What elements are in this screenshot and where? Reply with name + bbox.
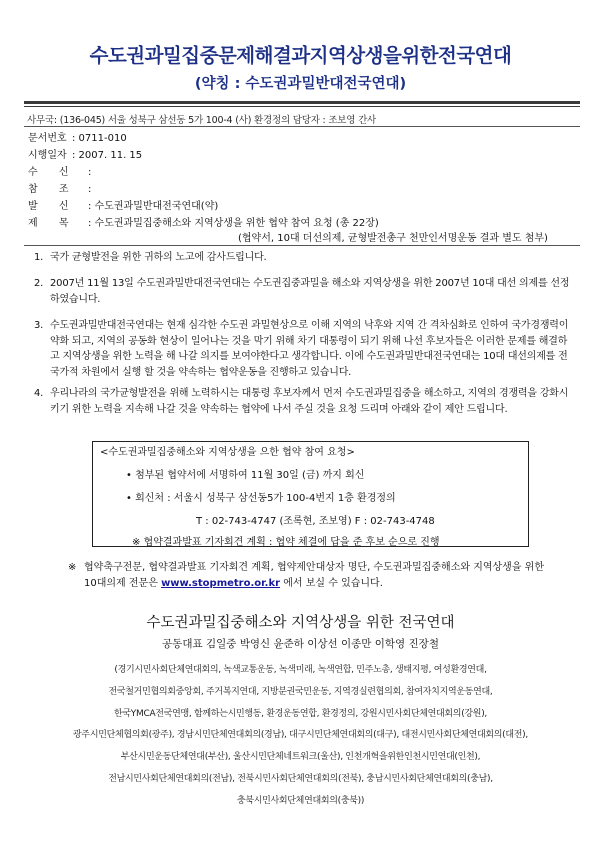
member-organizations	[40, 660, 561, 813]
letterhead-subtitle: (약칭 : 수도권과밀반대전국연대)	[194, 76, 407, 92]
member-line: 전국철거민협의회중앙회, 주거복지연대, 지방분권국민운동, 지역경실련협의회, 참여자치지역운동연대,	[108, 686, 493, 697]
header-rule-thin	[24, 106, 580, 107]
member-line: 광주시민단체협의회(광주), 경남시민단체연대회의(경남), 대구시민단체연대회의(대구), 대전시민사회단체연대회의(대전),	[73, 730, 528, 741]
subject-value: : 수도권과밀집중해소와 지역상생을 위한 협약 참여 요청 (총 22장)	[88, 218, 379, 229]
paragraph-number: 3.	[34, 320, 44, 331]
request-contact: T : 02-743-4747 (조록현, 조보영) F : 02-743-4748	[196, 516, 435, 527]
footnote-text: 협약축구전문, 협약결과발표 기자회견 계획, 협약제안대상자 명단, 수도권과밀집중해소와 지역상생을 위한 10대의제 전문은	[84, 562, 545, 589]
date-value: : 2007. 11. 15	[72, 150, 143, 161]
meta-date	[28, 146, 142, 161]
footnote-mark: ※	[68, 562, 77, 573]
paragraph-3	[34, 318, 570, 380]
ref-label: 참 조	[28, 184, 78, 195]
meta-doc-no	[28, 129, 127, 144]
signature-representatives: 공동대표 김일중 박영신 윤준하 이상선 이종만 이학영 진장철	[162, 638, 439, 650]
stopmetro-link[interactable]: www.stopmetro.or.kr	[161, 577, 281, 589]
paragraph-number: 4.	[34, 388, 44, 399]
member-line: 전남시민사회단체연대회의(전남), 전북시민사회단체연대회의(전북), 충남시민사회단체연대회의(충남),	[108, 773, 493, 784]
meta-to	[28, 163, 91, 178]
request-note: ※ 협약결과발표 기자회견 계획 : 협약 체결에 답을 준 후보 순으로 진행	[132, 537, 440, 548]
paragraph-number: 2.	[34, 278, 44, 289]
from-label: 발 신	[28, 201, 78, 212]
doc-no-value: : 0711-010	[72, 133, 127, 144]
from-value: : 수도권과밀반대전국연대(약)	[88, 201, 219, 212]
member-line: 충북시민사회단체연대회의(충북))	[236, 795, 365, 806]
doc-no-label: 문서번호	[28, 133, 67, 144]
ref-value: :	[88, 184, 92, 195]
meta-subject	[28, 214, 379, 229]
paragraph-2	[34, 276, 570, 307]
office-address: 사무국: (136-045) 서울 성북구 삼선동 5가 100-4 (사) 환경정의 담당자 : 조보영 간사	[27, 115, 377, 126]
meta-rule	[24, 245, 580, 246]
paragraph-1	[34, 250, 570, 266]
footnote	[68, 560, 554, 591]
member-line: 부산시민운동단체연대(부산), 울산시민단체네트워크(울산), 인천개혁을위한인천시민연대(인천),	[120, 752, 481, 763]
meta-ref	[28, 180, 91, 195]
paragraph-4	[34, 386, 570, 417]
to-value: :	[88, 167, 92, 178]
paragraph-text: 2007년 11월 13일 수도권과밀반대전국연대는 수도권집중과밀을 해소와 지역상생을 위한 2007년 10대 대선 의제를 선정하였습니다.	[50, 278, 570, 305]
meta-from	[28, 197, 218, 212]
request-item-deadline: • 첨부된 협약서에 서명하여 11월 30일 (금) 까지 회신	[126, 470, 365, 481]
subject-attachment-note: (협약서, 10대 더선의제, 균형발전총구 천만인서명운동 결과 별도 첨부)	[238, 233, 548, 244]
request-item-address: • 회신처 : 서울시 성북구 삼선동5가 100-4번지 1층 환경정의	[126, 493, 396, 504]
date-label: 시행일자	[28, 150, 67, 161]
footnote-text-end: 에서 보실 수 있습니다.	[283, 577, 383, 589]
request-box-title: <수도권과밀집중해소와 지역상생을 으한 협약 참여 요청>	[100, 447, 355, 458]
member-line: (경기시민사회단체연대회의, 녹색교통운동, 녹색미래, 녹색연합, 민주노총, 생태지평, 여성환경연대,	[114, 665, 487, 675]
office-rule	[24, 126, 580, 127]
paragraph-text: 우리나라의 국가균형발전을 위해 노력하시는 대통령 후보자께서 먼저 수도권과밀집중을 해소하고, 지역의 경쟁력을 강화시키기 위한 노력을 지속해 나갈 것을 약속하는 협약에 나서 주실 것을 요청 드리며 아래와 같이 제안 드립니다.	[50, 388, 569, 415]
paragraph-text: 수도권과밀반대전국연대는 현재 심각한 수도권 과밀현상으로 이해 지역의 낙후와 지역 간 격차심화로 인하여 국가경쟁력이 약화 되고, 지역의 공동화 현상이 일어나는 것을 막기 위해 차기 대통령이 되기 위해 나선 후보자들은 이러한 문제를 해결하고 지역상생을 위한 노력을 해 나갈 의지를 보여야한다고 생각합니다. 이에 수도권과밀반대전국연대는 10대 대선의제를 전 국가적 차원에서 실행 할 것을 약속하는 협약운동을 진행하고 있습니다.	[50, 320, 569, 378]
subject-label: 제 목	[28, 218, 78, 229]
paragraph-number: 1.	[34, 252, 44, 263]
to-label: 수 신	[28, 167, 78, 178]
member-line: 한국YMCA전국연맹, 함께하는시민행동, 환경운동연합, 환경정의, 강원시민사회단체연대회의(강원),	[114, 708, 487, 719]
signature-org: 수도권과밀집중해소와 지역상생을 위한 전국연대	[146, 615, 455, 631]
paragraph-text: 국가 균형발전을 위한 귀하의 노고에 감사드립니다.	[50, 252, 267, 263]
header-rule-thick	[24, 101, 580, 104]
letterhead-title: 수도권과밀집중문제해결과지역상생을위한전국연대	[89, 44, 512, 67]
